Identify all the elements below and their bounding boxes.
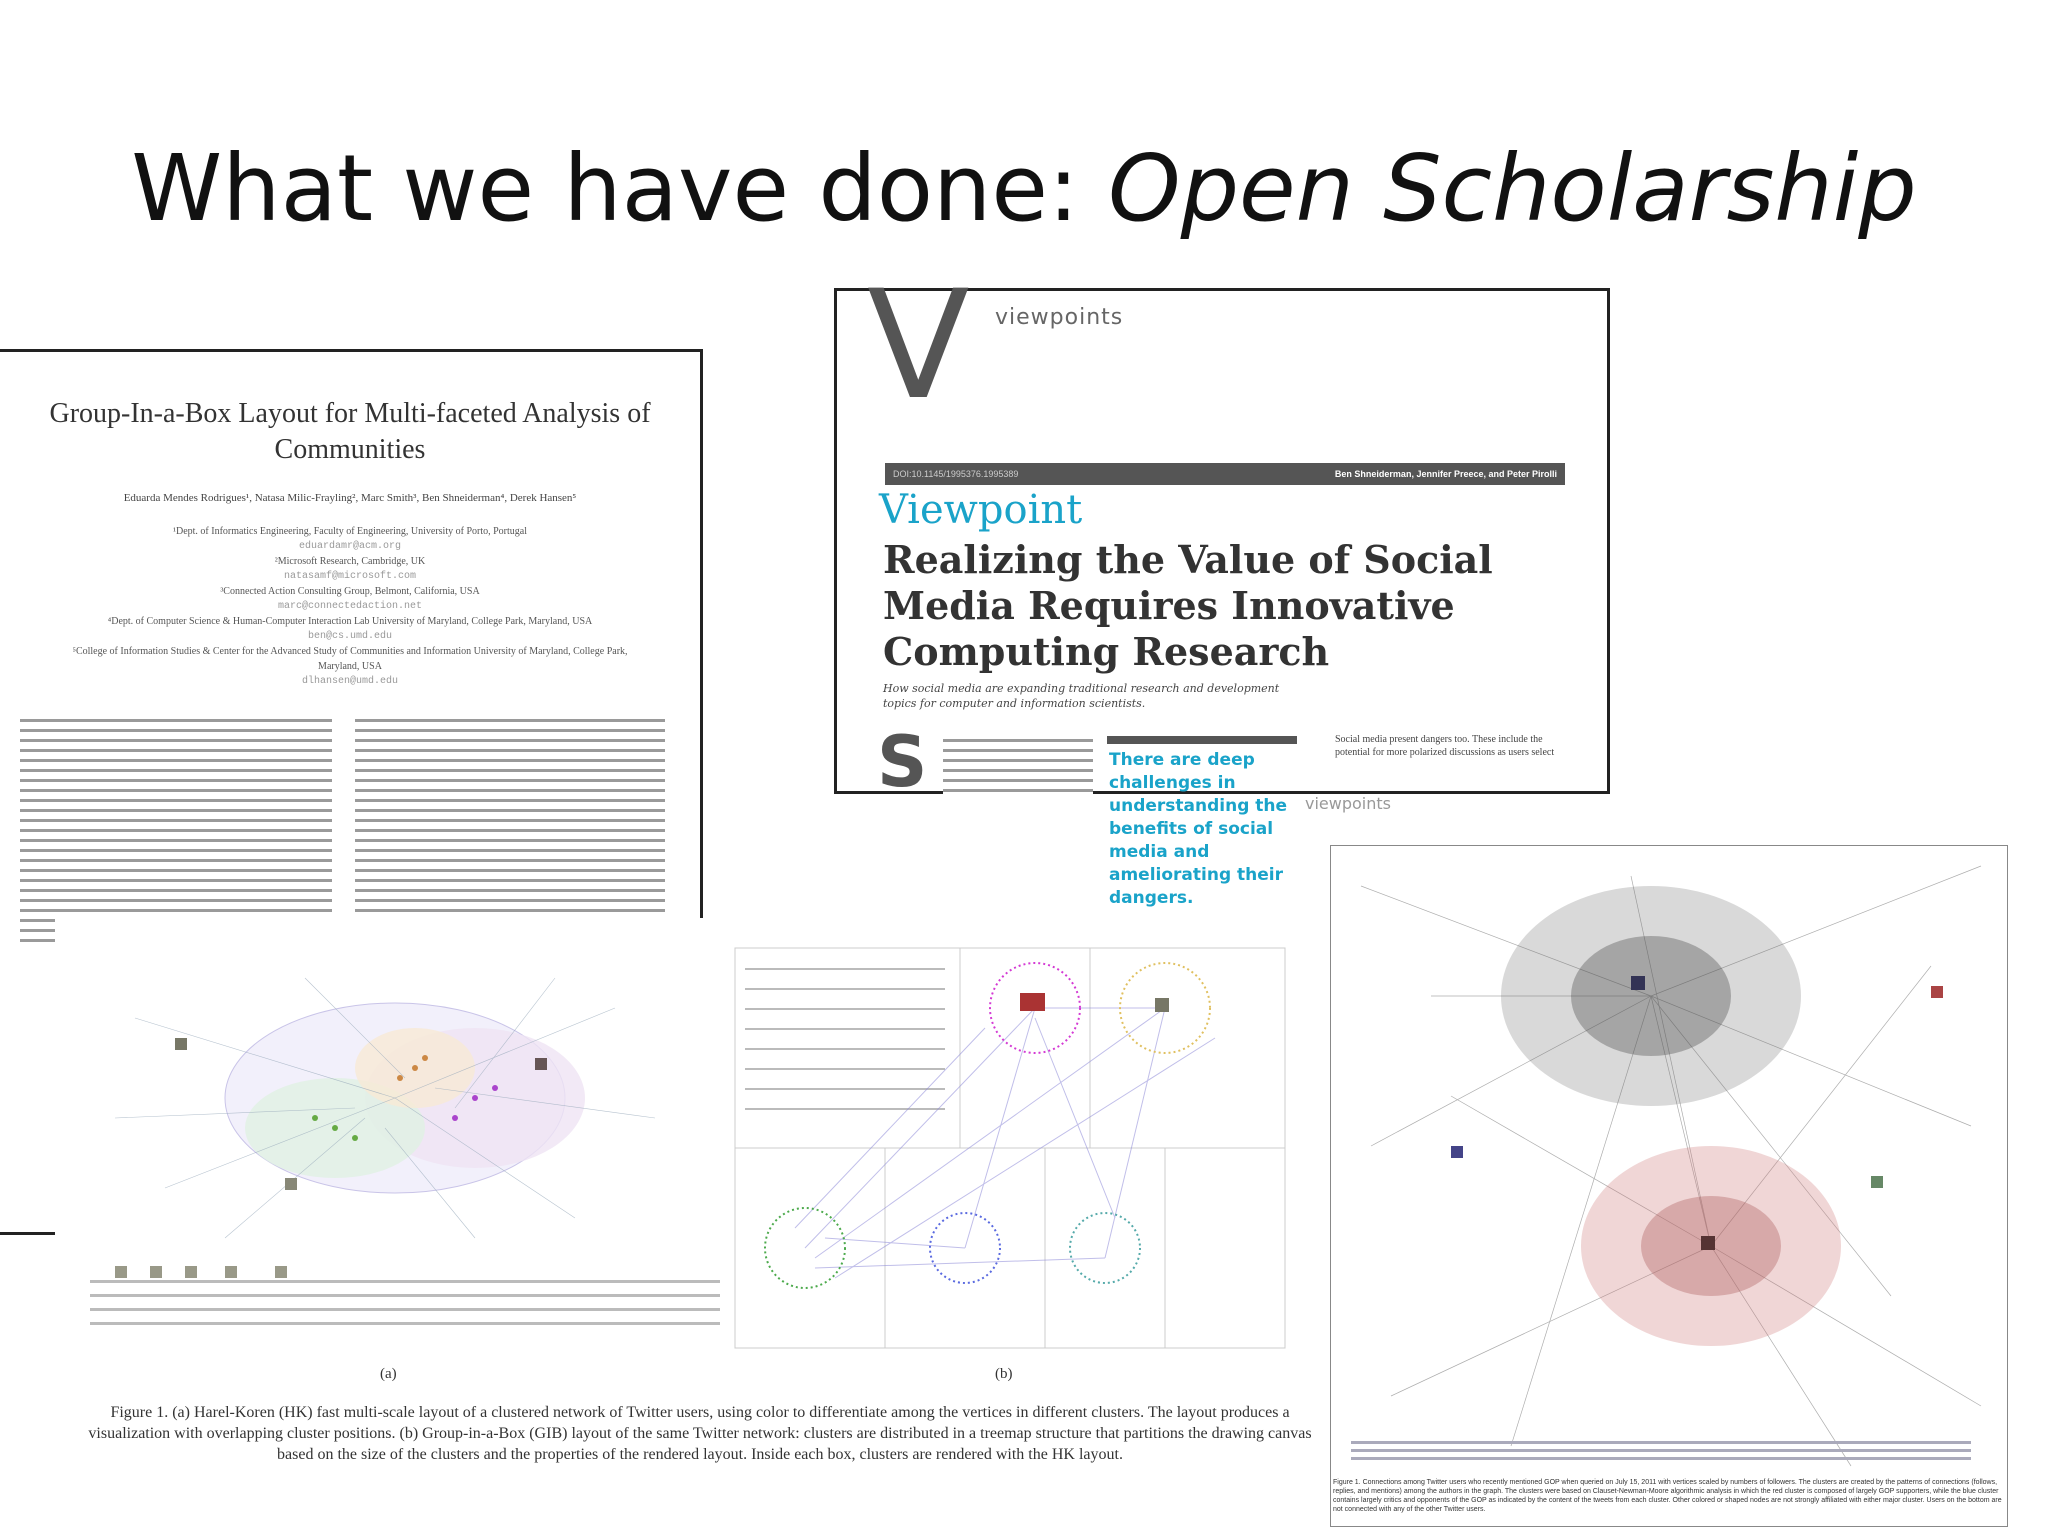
affiliation-3: ³Connected Action Consulting Group, Belmont, California, USA — [220, 586, 480, 597]
figure1a-label: (a) — [380, 1366, 397, 1382]
slide-title — [0, 135, 2048, 242]
abstract-column — [20, 716, 332, 946]
figure1-caption: Figure 1. (a) Harel-Koren (HK) fast multi-scale layout of a clustered network of Twitter users, using color to differentiate among the vertices in different clusters. The layout produces a visualization with overlapping cluster positions. (b) Group-in-a-Box (GIB) layout of the same Twitter network: clusters are distributed in a treemap structure that partitions the drawing canvas based on the size of the clusters and the properties of the rendered layout. Inside each box, clusters are rendered with the HK layout. — [88, 1404, 1312, 1463]
viewpoint-big-letter: V — [867, 259, 970, 433]
paper1-affiliations — [60, 524, 640, 689]
paper1-authors: Eduarda Mendes Rodrigues¹, Natasa Milic-Frayling², Marc Smith³, Ben Shneiderman⁴, Derek Hansen⁵ — [123, 492, 577, 504]
viewpoint-section-label: Viewpoint — [879, 487, 1083, 533]
affiliation-2: ²Microsoft Research, Cambridge, UK — [274, 556, 426, 567]
network-figure — [1330, 845, 2008, 1527]
affiliation-1: ¹Dept. of Informatics Engineering, Faculty of Engineering, University of Porto, Portugal — [172, 526, 528, 537]
affiliation-5-email: dlhansen@umd.edu — [301, 676, 398, 687]
figure1a-network — [90, 978, 720, 1325]
viewpoint-authors: Ben Shneiderman, Jennifer Preece, and Peter Pirolli — [1334, 469, 1557, 479]
network-graph — [1331, 846, 2007, 1476]
affiliation-4: ⁴Dept. of Computer Science & Human-Computer Interaction Lab University of Maryland, College Park, Maryland, USA — [107, 616, 593, 627]
intro-column — [355, 716, 665, 946]
affiliation-4-email: ben@cs.umd.edu — [307, 631, 392, 642]
affiliation-1-email: eduardamr@acm.org — [298, 541, 402, 552]
network-isolates — [1331, 1431, 2007, 1471]
slide-title-text: What we have done: — [131, 135, 1109, 242]
viewpoint-body-col1 — [943, 736, 1093, 796]
figure1b-treemap — [735, 948, 1285, 1348]
affiliation-2-email: natasamf@microsoft.com — [283, 571, 417, 582]
viewpoint-drop-cap: S — [877, 721, 928, 803]
affiliation-5: ⁵College of Information Studies & Center for the Advanced Study of Communities and Information University of Maryland, College Park, Maryland, USA — [72, 646, 628, 672]
viewpoint-kicker: viewpoints — [995, 305, 1124, 330]
paper1-title: Group-In-a-Box Layout for Multi-faceted Analysis of Communities — [49, 398, 651, 465]
affiliation-3-email: marc@connectedaction.net — [277, 601, 423, 612]
slide-title-emphasis: Open Scholarship — [1108, 135, 1917, 242]
network-figure-caption: Figure 1. Connections among Twitter users who recently mentioned GOP when queried on July 15, 2011 with vertices scaled by numbers of followers. The clusters are created by the patterns of connections (follows, replies, and mentions) among the authors in the graph. The clusters were based on Clauset-Newman-Moore algorithmic analysis in which the red cluster is composed of largely GOP supporters, while the blue cluster contains largely critics and opponents of the GOP as indicated by the content of the tweets from each cluster. Other colored or shaped nodes are not strongly affiliated with either major cluster. Users on the bottom are not connected with any of the other Twitter users. — [1333, 1479, 2002, 1513]
paper-viewpoint — [834, 259, 1610, 908]
viewpoint-header-bar — [885, 463, 1565, 485]
figure1b-label: (b) — [995, 1366, 1013, 1382]
viewpoint-right-column: Social media present dangers too. These include the potential for more polarized discussions as users select — [1335, 734, 1555, 758]
viewpoint-footer-kicker: viewpoints — [1305, 794, 1391, 813]
viewpoint-doi: DOI:10.1145/1995376.1995389 — [893, 469, 1019, 479]
figure1-graphics — [55, 918, 1325, 1398]
viewpoint-deck: How social media are expanding traditional research and development topics for computer and information scientists. — [883, 682, 1280, 710]
viewpoint-headline: Realizing the Value of Social Media Requires Innovative Computing Research — [883, 537, 1493, 674]
viewpoint-pull-quote: There are deep challenges in understanding the benefits of social media and ameliorating their dangers. — [1109, 750, 1288, 908]
pull-quote-bar — [1107, 736, 1297, 744]
